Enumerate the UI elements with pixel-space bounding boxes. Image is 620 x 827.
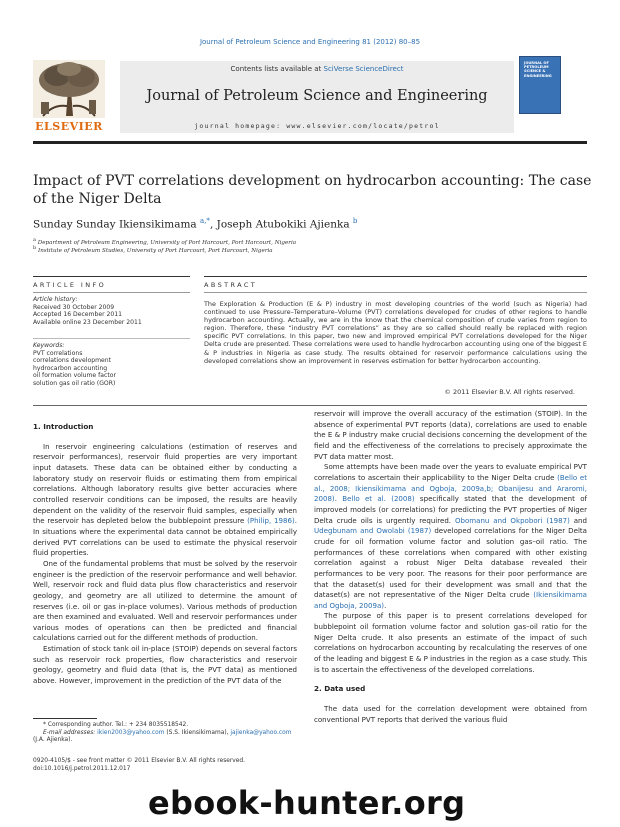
keyword: oil formation volume factor: [33, 372, 116, 380]
citation-link[interactable]: Udegbunam and Owolabi (1987): [314, 526, 432, 536]
paragraph-text: In reservoir engineering calculations (estimation of reserves and reservoir performances), reservoir fluid properties are very important input datasets. These data can be obtained either by conducting a laboratory study on reservoir fluids or estimating them from empirical correlations. Although laboratory results give better accuracies where controlled reservoir conditions can be imposed, the results are heavily dependent on the validity of the reservoir fluid samples, especially when the reservoir has depleted below the bubblepoint pressure: [33, 441, 297, 526]
publisher-logo: [33, 60, 105, 136]
homepage-link[interactable]: www.elsevier.com/locate/petrol: [286, 122, 440, 130]
keyword: correlations development: [33, 357, 112, 365]
masthead-divider: [33, 141, 587, 144]
abstract-copyright: © 2011 Elsevier B.V. All rights reserved.: [444, 388, 575, 396]
section-heading: 1. Introduction: [33, 422, 94, 431]
citation-link[interactable]: (Bello et al., 2008; Ikiensikimama and Ogboja, 2009a,b; Obanijesu and Araromi, 2008): [314, 472, 587, 504]
affiliation-marker: a: [33, 237, 36, 243]
email-note: [33, 730, 297, 738]
journal-title: Journal of Petroleum Science and Engineering: [146, 88, 488, 104]
citation-link[interactable]: Obomanu and Okpobori (1987): [454, 515, 570, 525]
sciencedirect-link[interactable]: SciVerse ScienceDirect: [323, 65, 404, 73]
citation-link[interactable]: Bello et al. (2008): [342, 494, 415, 504]
paragraph: The purpose of this paper is to present correlations developed for bubblepoint oil formation volume factor and solution gas–oil ratio for the Niger Delta crude. It also presents an estimate of the impact of such correlations on hydrocarbon accounting by recalculating the reserves of one of the leading and biggest E & P industries in the region as a case study. This is to ascertain the effectiveness of the developed correlations.: [314, 611, 587, 674]
author-name[interactable]: Sunday Sunday Ikiensikimama: [33, 218, 197, 231]
paragraph: The data used for the correlation development were obtained from conventional PVT reports that derived the various fluid: [314, 704, 587, 724]
author-affiliation-marker[interactable]: b: [352, 217, 358, 225]
masthead: [33, 52, 587, 138]
paragraph-text: Some attempts have been made over the years to evaluate empirical PVT correlations to ascertain their applicability to the Niger Delta crude: [314, 462, 587, 482]
keywords: [33, 342, 193, 388]
publisher-name: ELSEVIER: [35, 120, 103, 133]
article-history: [33, 296, 193, 326]
citation-link[interactable]: (Ikiensikimama and Ogboja, 2009a): [314, 590, 587, 610]
right-column: [314, 409, 587, 725]
contents-line: [120, 65, 514, 73]
history-accepted: Accepted 16 December 2011: [33, 311, 123, 319]
paragraph: [33, 442, 297, 559]
doi-line[interactable]: doi:10.1016/j.petrol.2011.12.017: [33, 765, 131, 772]
body-divider: [33, 405, 587, 406]
abstract-divider: [204, 276, 587, 277]
email-link[interactable]: jajienka@yahoo.com: [230, 729, 292, 736]
footnotes: [33, 722, 297, 745]
paragraph-text: .: [384, 600, 387, 610]
info-subdivider: [33, 292, 190, 293]
paragraph-text: . In situations where the experimental data cannot be obtained empirically derived PVT correlations can be used to estimate the physical reservoir fluid properties.: [33, 516, 297, 558]
contents-prefix: Contents lists available at: [230, 65, 324, 73]
history-received: Received 30 October 2009: [33, 303, 115, 311]
journal-reference[interactable]: Journal of Petroleum Science and Engineering 81 (2012) 80–85: [199, 38, 421, 46]
paragraph: One of the fundamental problems that must be solved by the reservoir engineer is the prediction of the reservoir performance and well behavior. Well, reservoir rock and fluid data plus flow characteristics and reservoir geology, and geometry are all utilized to determine the amount of reserves (i.e. oil or gas in-place volumes). Various methods of production are then examined and evaluated. Well and reservoir performances under various modes of operations can then be predicted and financial calculations carried out for the different methods of production.: [33, 558, 297, 643]
paragraph: [314, 462, 587, 611]
paragraph: reservoir will improve the overall accuracy of the estimation (STOIP). In the absence of experimental PVT reports (data), correlations are used to enable the E & P industry make crucial decisions concerning the development of the field and the effectiveness of the correlations to precisely approximate the PVT data matter most.: [314, 409, 587, 461]
left-column: [33, 422, 297, 687]
journal-homepage: [120, 122, 514, 130]
history-label: Article history:: [33, 296, 78, 303]
journal-cover-thumbnail[interactable]: [519, 56, 561, 114]
author-list: Sunday Sunday Ikiensikimama $^{a,*}$, Joseph Atubokiki Ajienka $^b$: [33, 217, 358, 231]
footnote-text: Corresponding author. Tel.: + 234 8035518542.: [47, 722, 189, 728]
article-title: Impact of PVT correlations development on hydrocarbon accounting: The case of the Niger Delta: [33, 173, 592, 207]
affiliation-b: [33, 245, 593, 254]
keywords-label: Keywords:: [33, 342, 65, 349]
paragraph: Estimation of stock tank oil in-place (STOIP) depends on several factors such as reservoir rock properties, flow characteristics and reservoir geology, geometry and fluid data (that is, the PVT data) as mentioned above. However, improvement in the prediction of the PVT data of the: [33, 644, 297, 686]
keyword: PVT correlations: [33, 349, 83, 357]
watermark-text: ebook-hunter.org: [148, 784, 466, 822]
journal-banner: [120, 61, 514, 133]
affiliation-text: Institute of Petroleum Studies, University of Port Harcourt, Port Harcourt, Nigeria: [37, 247, 273, 254]
email-owner: (S.S. Ikiensikimama),: [164, 729, 231, 736]
email-link[interactable]: ikien2003@yahoo.com: [97, 729, 165, 736]
author-name[interactable]: Joseph Atubokiki Ajienka: [216, 218, 350, 231]
footnote-divider: [33, 718, 97, 719]
history-online: Available online 23 December 2011: [33, 318, 142, 326]
front-matter: [33, 758, 333, 773]
article-info-heading: ARTICLE INFO: [33, 281, 107, 289]
paragraph-text: developed correlations for the Niger Delta crude for oil formation volume factor and solution gas–oil ratio. The performances of these correlations when compared with other existing correlation against a robust Niger Delta database revealed their performances to be very poor. The reasons for their poor performance are that the dataset(s) used for their development was small and that the dataset(s) are not representative of the Niger Delta crude: [314, 526, 587, 600]
keyword: hydrocarbon accounting: [33, 364, 108, 372]
info-divider: [33, 276, 190, 277]
abstract-heading: ABSTRACT: [204, 281, 258, 289]
abstract-text: The Exploration & Production (E & P) industry in most developing countries of the world (such as Nigeria) had continued to use Pressure–Temperature–Volume (PVT) correlations developed for crudes of other regions to handle hydrocarbon accounting. Actually, we are in the know that the chemical composition of crude varies from region to region. Therefore, these “industry PVT correlations” as they are so called should really be replaced with region specific PVT correlations. In this paper, two new and improved empirical PVT correlations developed for the Niger Delta crude are presented. These correlations were used to handle hydrocarbon accounting using one of the biggest E & P industries in Nigeria as case study. The results obtained for reservoir performance calculations using the developed correlations show an improvement in reserves estimation for better hydrocarbon accounting.: [204, 300, 587, 365]
cover-title: JOURNAL OF PETROLEUM SCIENCE & ENGINEERING: [524, 61, 552, 78]
email-label: E-mail addresses:: [43, 729, 98, 736]
elsevier-tree-icon: [33, 60, 105, 118]
affiliation-text: Department of Petroleum Engineering, University of Port Harcourt, Port Harcourt, Nigeria: [37, 239, 297, 246]
citation-link[interactable]: (Philip, 1986): [247, 516, 295, 526]
corresponding-author-note: [33, 722, 297, 730]
email-owner: (J.A. Ajienka).: [33, 737, 73, 743]
section-heading: 2. Data used: [314, 684, 366, 694]
homepage-prefix: journal homepage:: [194, 122, 287, 130]
affiliation-marker: b: [33, 245, 37, 251]
author-affiliation-marker[interactable]: a,*: [200, 217, 210, 225]
paragraph-text: .: [334, 494, 343, 504]
abstract-subdivider: [204, 292, 587, 293]
paragraph-text: specifically stated that the development of improved models (or correlations) for predicting the PVT properties of Niger Delta crude oils is urgently required.: [314, 494, 587, 525]
issn-line: 0920-4105/$ - see front matter © 2011 Elsevier B.V. All rights reserved.: [33, 758, 246, 764]
paragraph-text: and: [569, 515, 587, 525]
asterisk-icon: *: [43, 722, 48, 728]
keywords-divider: [33, 338, 190, 339]
keyword: solution gas oil ratio (GOR): [33, 379, 116, 387]
